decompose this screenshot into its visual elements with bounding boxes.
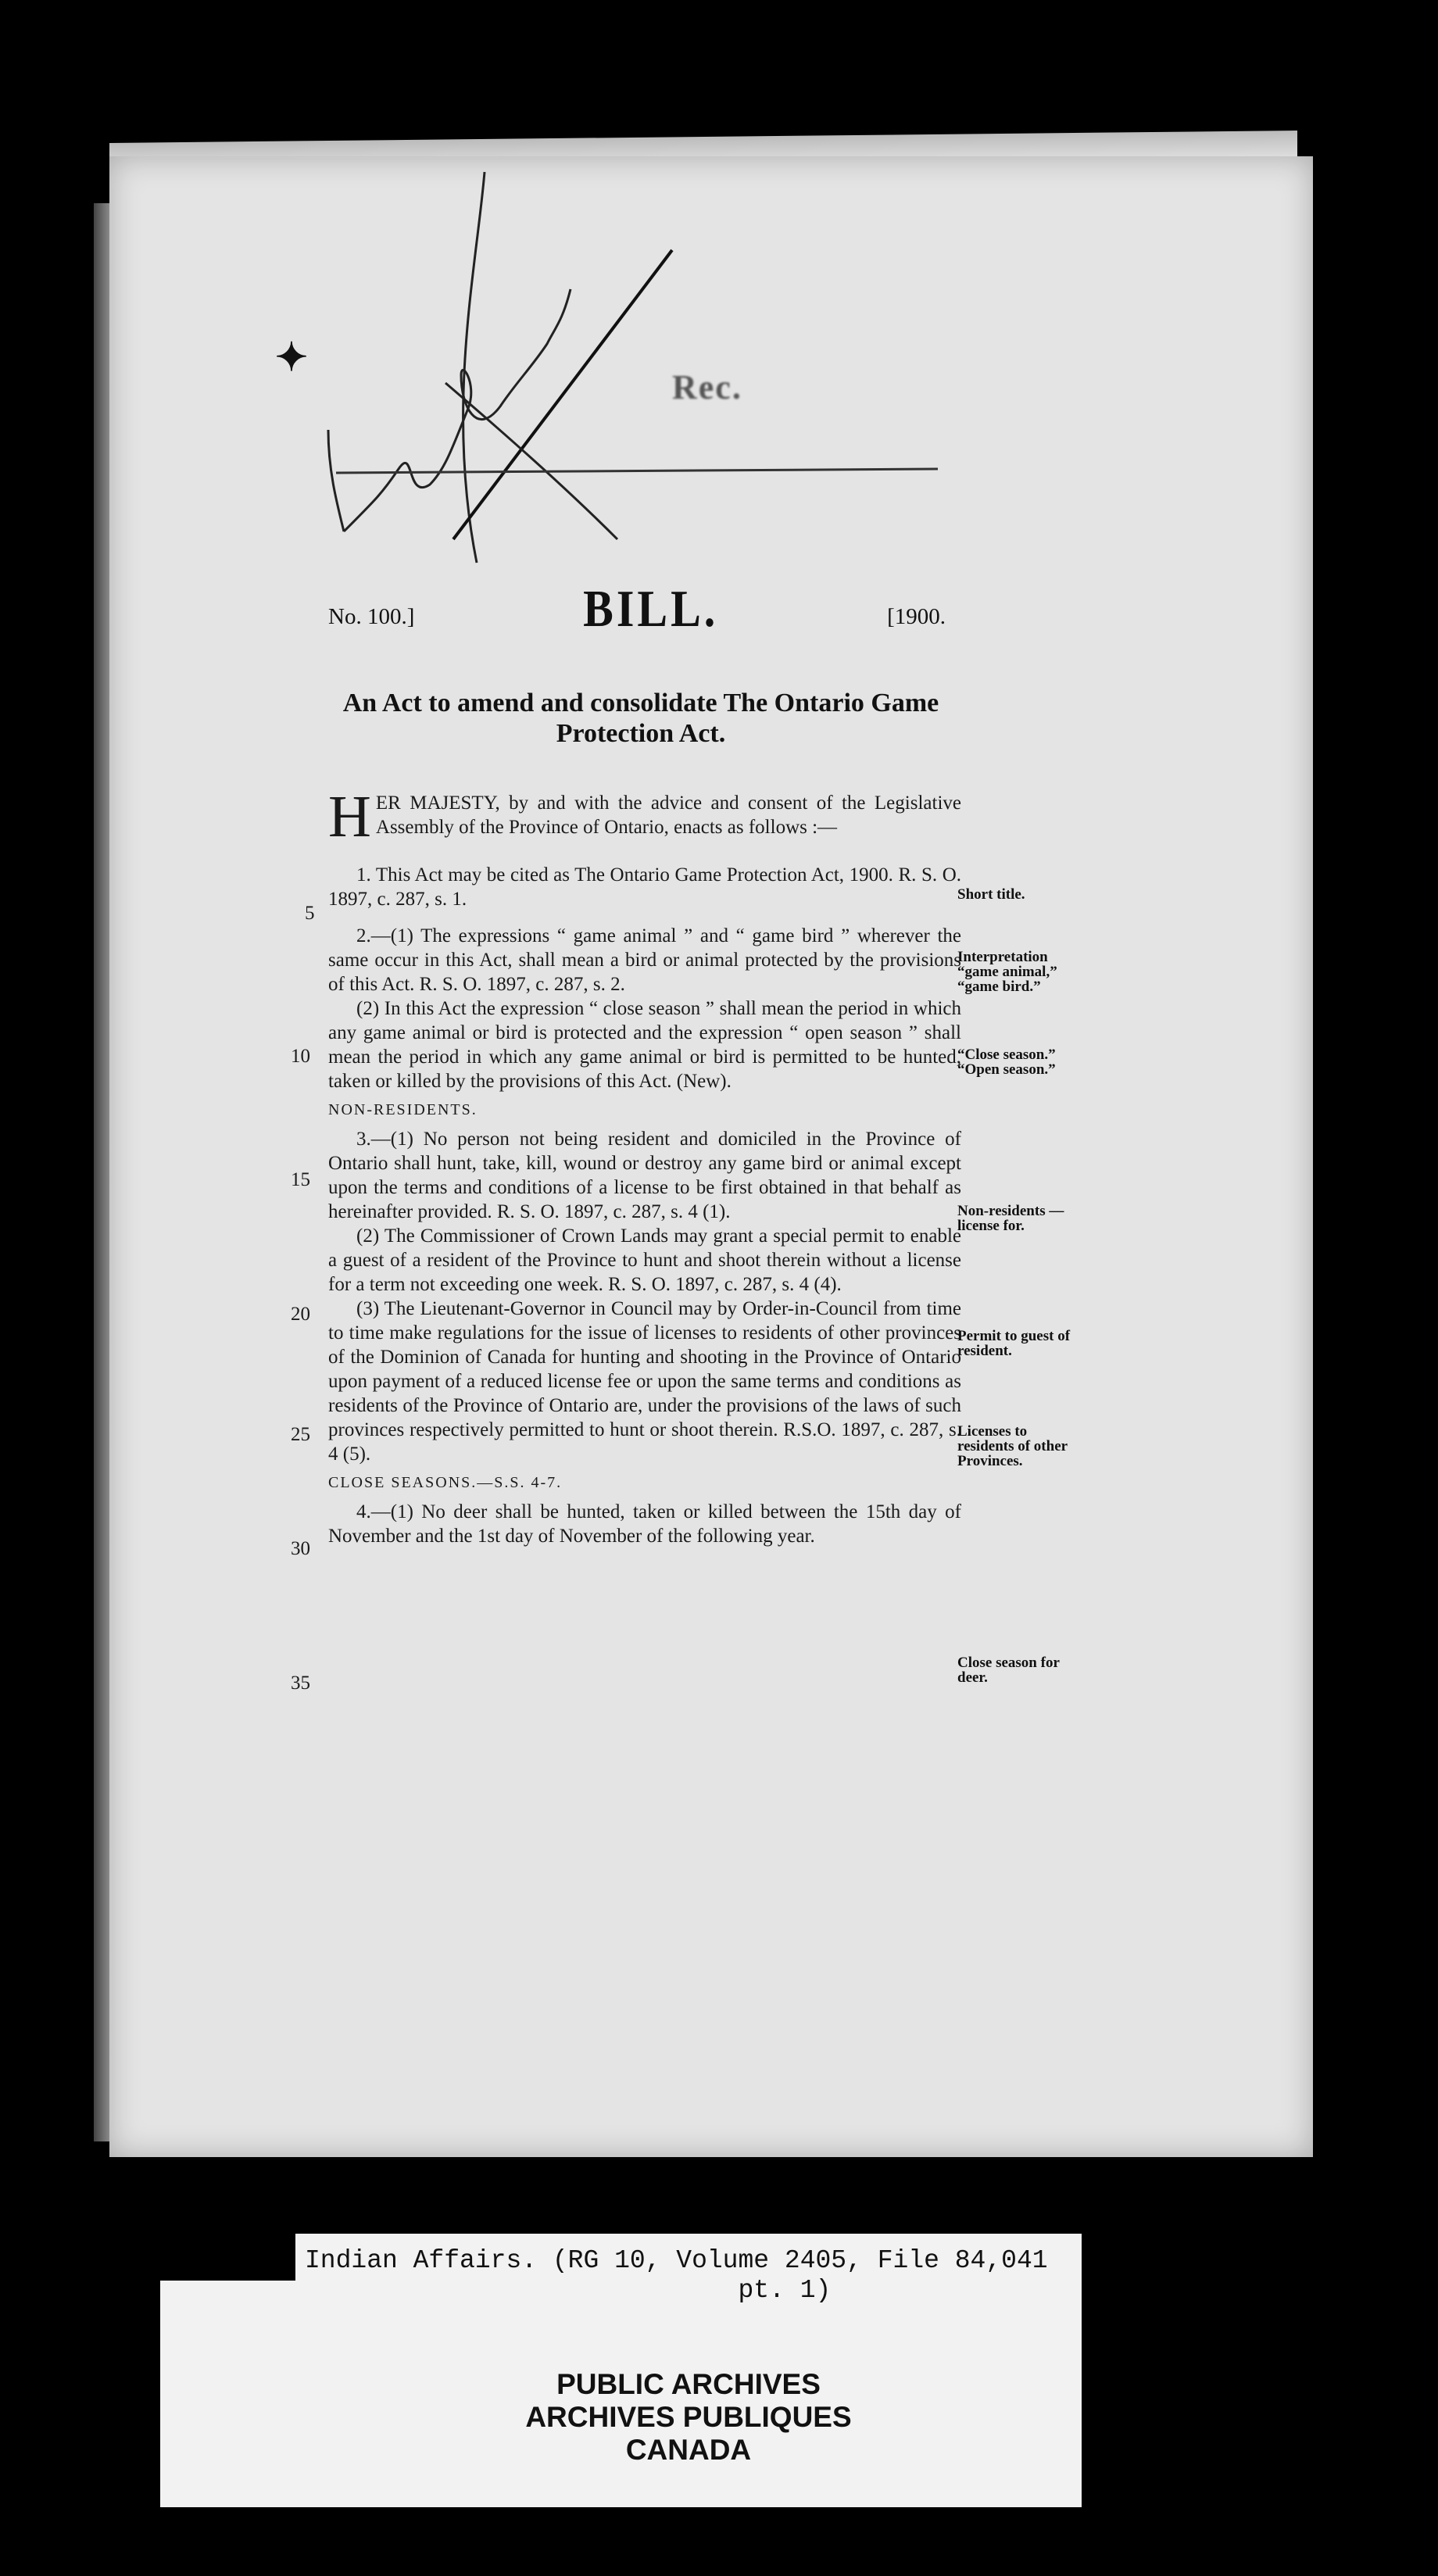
archives-name xyxy=(295,2368,1082,2467)
section-3-1: 3.—(1) No person not being resident and domiciled in the Province of Ontario shall hunt, take, kill, wound or destroy any game bird or animal except upon the terms and conditions of a license to be first obtained in that behalf as hereinafter provided. R. S. O. 1897, c. 287, s. 4 (1). xyxy=(328,1129,961,1222)
preamble-text: ER MAJESTY, by and with the advice and consent of the Legislative Assembly of the Province of Ontario, enacts as follows :— xyxy=(375,792,961,838)
line-number: 25 xyxy=(291,1424,310,1445)
section-1: 1. This Act may be cited as The Ontario Game Protection Act, 1900. R. S. O. 1897, c. 287, s. 1. xyxy=(328,864,961,910)
bill-body xyxy=(328,784,961,1548)
ink-mark: ✦ xyxy=(275,335,308,379)
heading-non-residents: NON-RESIDENTS. xyxy=(328,1101,478,1118)
label-shadow-band xyxy=(295,2337,1082,2360)
section-2-2: (2) In this Act the expression “ close season ” shall mean the period in which any game animal or bird is protected and the expression “ open season ” shall mean the period in which any game animal or bird is permitted to be hunted, taken or killed by the provisions of this Act. (New). xyxy=(328,998,961,1092)
bill-label: BILL. xyxy=(583,579,719,638)
received-stamp: Rec. xyxy=(672,368,742,406)
bill-header xyxy=(328,579,946,638)
section-3-2: (2) The Commissioner of Crown Lands may grant a special permit to enable a guest of a resident of the Province to hunt and shoot therein without a license for a term not exceeding one week. R. S. O. 1897, c. 287, s. 4 (4). xyxy=(328,1225,961,1295)
line-number: 35 xyxy=(291,1673,310,1694)
margin-note-permit: Permit to guest of resident. xyxy=(957,1328,1071,1359)
margin-note-interpretation: Interpretation “game animal,” “game bird.” xyxy=(957,949,1057,995)
margin-note-non-residents: Non-residents —license for. xyxy=(957,1203,1064,1234)
handwritten-signature-cross xyxy=(313,172,985,578)
margin-note-licenses: Licenses to residents of other Provinces. xyxy=(957,1423,1068,1469)
section-3-3: (3) The Lieutenant-Governor in Council may by Order-in-Council from time to time make regulations for the issue of licenses to residents of other provinces of the Dominion of Canada for hunting and shooting in the Province of Ontario upon payment of a reduced license fee or upon the same terms and conditions as residents of the Province of Ontario are, under the provisions of the laws of such provinces respectively permitted to hunt or shoot therein. R.S.O. 1897, c. 287, s. 4 (5). xyxy=(328,1298,961,1465)
margin-note-short-title: Short title. xyxy=(957,886,1025,903)
margin-note-close-season: “Close season.” “Open season.” xyxy=(957,1046,1056,1078)
bill-number: No. 100.] xyxy=(328,604,415,629)
line-number: 30 xyxy=(291,1538,310,1559)
line-number: 10 xyxy=(291,1046,310,1067)
line-number: 5 xyxy=(305,903,315,924)
preamble-dropcap: H xyxy=(328,784,371,850)
archives-line-3: CANADA xyxy=(625,2434,752,2466)
margin-note-deer: Close season for deer. xyxy=(957,1655,1060,1686)
line-number: 15 xyxy=(291,1169,310,1190)
preamble xyxy=(328,784,961,850)
heading-close-seasons: CLOSE SEASONS.—S.S. 4-7. xyxy=(328,1474,563,1491)
bill-title: An Act to amend and consolidate The Ontario Game Protection Act. xyxy=(342,689,939,749)
archive-reference: Indian Affairs. (RG 10, Volume 2405, File 84,041 pt. 1) xyxy=(305,2246,1048,2305)
section-4-1: 4.—(1) No deer shall be hunted, taken or killed between the 15th day of November and the 1st day of November of the following year. xyxy=(328,1501,961,1547)
section-2-1: 2.—(1) The expressions “ game animal ” and “ game bird ” wherever the same occur in this Act, shall mean a bird or animal protected by the provisions of this Act. R. S. O. 1897, c. 287, s. 2. xyxy=(328,925,961,995)
archives-line-1: PUBLIC ARCHIVES xyxy=(556,2368,821,2400)
archives-line-2: ARCHIVES PUBLIQUES xyxy=(525,2401,852,2433)
bill-year: [1900. xyxy=(887,604,946,629)
line-number: 20 xyxy=(291,1304,310,1325)
